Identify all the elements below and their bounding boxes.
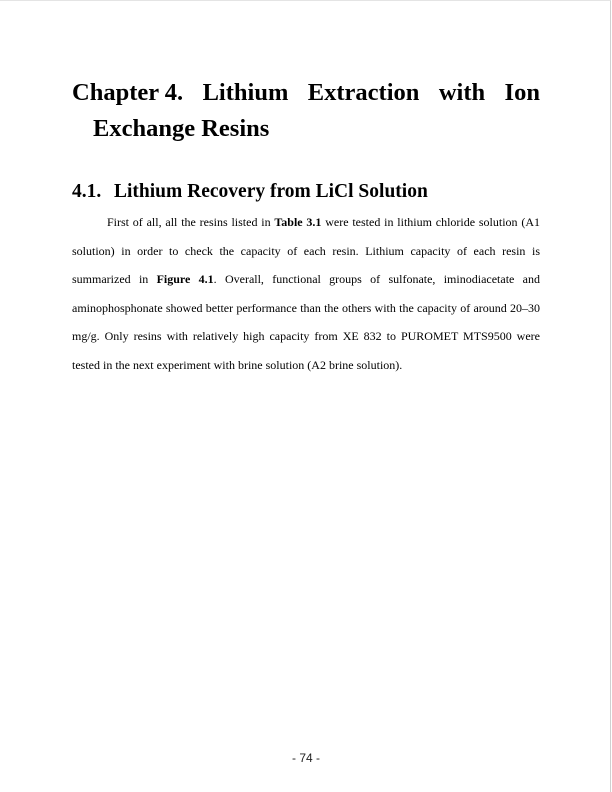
section-title-text: Lithium Recovery from LiCl Solution (114, 181, 428, 202)
chapter-title-word: Chapter 4. (72, 79, 184, 106)
chapter-title-word: Ion (504, 79, 540, 106)
section-heading (72, 178, 428, 206)
page-number: - 74 - (291, 751, 320, 765)
section-number: 4.1. (72, 181, 102, 202)
table-reference: Table 3.1 (274, 215, 322, 229)
paragraph-text: . Overall, functional groups of sulfonate, iminodiacetate and aminophosphonate showed better performance than the others with the capacity of around 20–30 mg/g. Only resins with relatively high capacity from XE 832 to PUROMET MTS9500 were tested in the next experiment with brine solution (A2 brine solution). (72, 272, 540, 372)
figure-reference: Figure 4.1 (156, 272, 214, 287)
chapter-title-word: Lithium (202, 79, 289, 106)
chapter-title-line-2: Exchange Resins (93, 115, 270, 142)
paragraph-text: were tested in lithium chloride solution (A1 solution) in order to check the capacity of each resin. Lithium capacity of each resin is summarized in (72, 215, 540, 287)
paragraph-text: First of all, all the resins listed in (107, 215, 275, 229)
chapter-title-word: Extraction (307, 79, 420, 106)
chapter-title-line-1 (72, 75, 540, 111)
chapter-title-word: with (438, 79, 486, 106)
body-paragraph (72, 208, 540, 380)
chapter-title (72, 75, 540, 147)
